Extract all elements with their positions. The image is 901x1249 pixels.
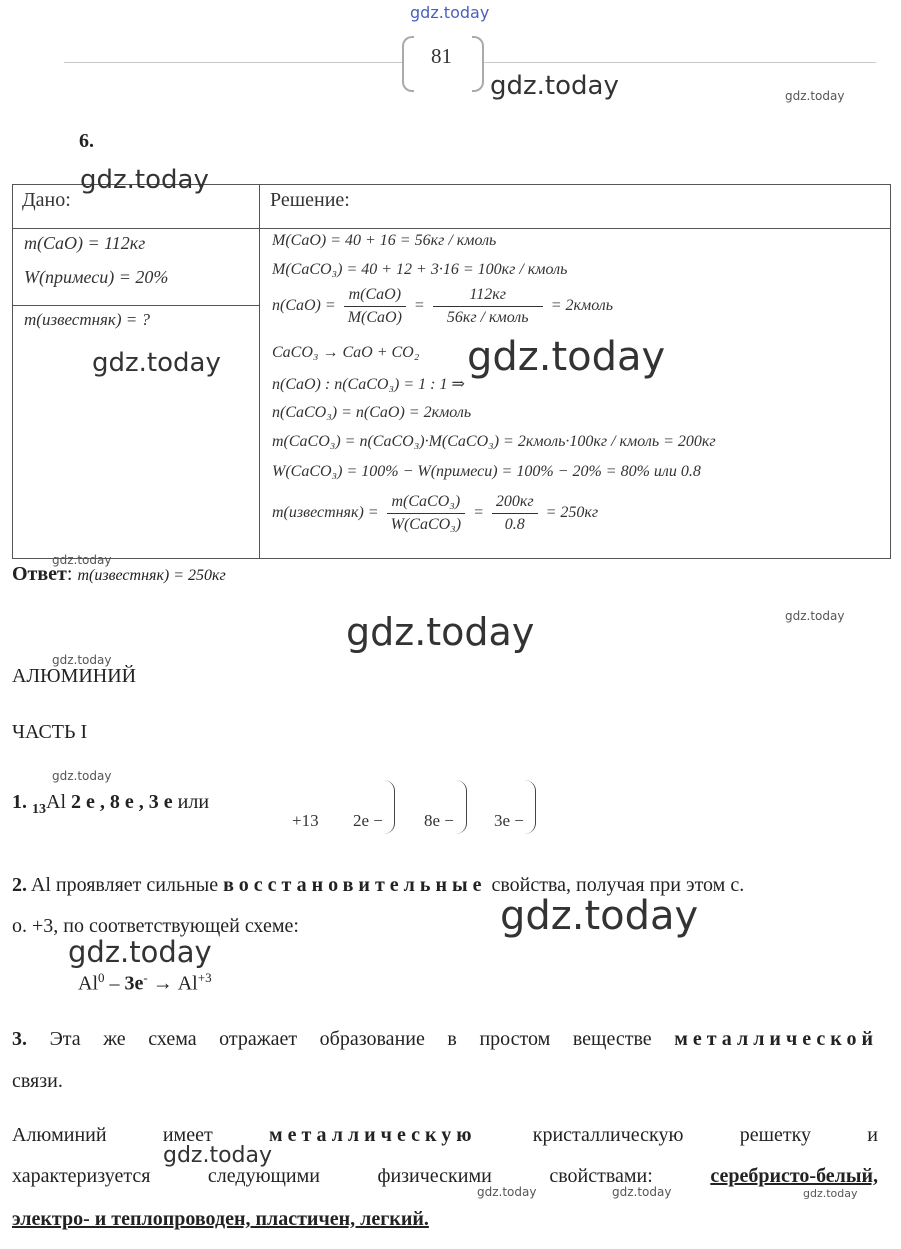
q1-element: Al — [46, 791, 66, 813]
q4-word-1: Алюминий — [12, 1124, 107, 1146]
q4-word-5: решетку — [739, 1124, 812, 1146]
section-title: АЛЮМИНИЙ — [12, 665, 137, 687]
amount-caco3: n(CaCO₃) = n(CaO) = 2кмоль — [272, 404, 472, 421]
header-rule-right — [484, 62, 876, 63]
shell-3-arc — [525, 780, 536, 834]
q3-number: 3. — [12, 1028, 27, 1050]
watermark: gdz.today — [500, 893, 699, 939]
answer-label: Ответ — [12, 563, 67, 585]
fraction-denominator: W(CaCO₃) — [390, 516, 462, 533]
amount-cao-result: = 2кмоль — [550, 297, 614, 315]
watermark-small: gdz.today — [612, 1185, 672, 1199]
watermark: gdz.today — [80, 165, 209, 195]
given-header: Дано: — [22, 189, 71, 211]
shell-1-arc — [384, 780, 395, 834]
q3-line-1 — [12, 1028, 878, 1051]
answer-line: Ответ: m(известняк) = 250кг — [12, 563, 226, 585]
molar-mass-caco3: M(CaCO₃) = 40 + 12 + 3·16 = 100кг / кмоль — [272, 261, 568, 278]
table-header-divider — [12, 228, 890, 229]
q2-number: 2. — [12, 874, 27, 896]
fraction-numerator: m(CaCO₃) — [387, 493, 465, 514]
shell-3: 3е − — [494, 811, 524, 830]
fraction-caco3: W(CaCO₃) = 100% − W(примеси) = 100% − 20% = 80% или 0.8 — [272, 463, 701, 480]
q4-line2-c: физическими — [377, 1165, 492, 1187]
watermark: gdz.today — [68, 935, 212, 969]
q1-electrons: 2 е , 8 е , 3 е — [71, 791, 173, 813]
watermark-small: gdz.today — [803, 1187, 858, 1200]
shell-2-arc — [456, 780, 467, 834]
fraction-numerator: m(CaO) — [344, 286, 406, 307]
mass-limestone-formula: m(известняк) = $\frac{\text{m(CaCO₃)}}{\text{W(CaCO₃)}}$ = $\frac{200кг}{0.8}$ = 250кг — [272, 493, 599, 533]
mass-caco3: m(CaCO₃) = n(CaCO₃)·M(CaCO₃) = 2кмоль·100кг / кмоль = 200кг — [272, 433, 716, 450]
fraction-denominator: 56кг / кмоль — [446, 309, 529, 326]
watermark: gdz.today — [92, 348, 221, 378]
q4-line2-b: следующими — [207, 1165, 320, 1187]
q4-line2-d: свойствами: — [549, 1165, 653, 1187]
q1-electron-config — [12, 791, 209, 818]
nucleus-charge: +13 — [292, 811, 319, 830]
fraction-numerator: 112кг — [433, 286, 543, 307]
mass-limestone-result: = 250кг — [545, 504, 599, 522]
answer-value: m(известняк) = 250кг — [77, 567, 226, 584]
mass-limestone-left: m(известняк) = — [272, 504, 379, 522]
watermark: gdz.today — [467, 334, 666, 380]
q3-highlight: металлической — [674, 1028, 879, 1050]
reaction-equation: CaCO₃ → CaO + CO₂ — [272, 344, 420, 361]
section-part: ЧАСТЬ I — [12, 721, 88, 743]
scheme-electrons: 3е — [124, 972, 144, 995]
given-impurity: W(примеси) = 20% — [24, 267, 169, 287]
q1-number: 1. — [12, 791, 27, 813]
fraction-values — [433, 286, 543, 327]
ratio-line: n(CaO) : n(CaCO₃) = 1 : 1 ⇒ — [272, 376, 465, 393]
fraction-cao — [344, 286, 406, 327]
scheme-al: Al — [78, 972, 98, 995]
task-number: 6. — [79, 130, 94, 152]
given-mass: m(CaO) = 112кг — [24, 233, 146, 253]
q4-word-2: имеет — [162, 1124, 213, 1146]
scheme-oxidation-0: 0 — [98, 970, 105, 985]
q4-highlight: металлическую — [268, 1124, 477, 1146]
watermark-top: gdz.today — [410, 3, 490, 22]
q4-line-1 — [12, 1124, 878, 1147]
q3-text-a: Эта же схема отражает образование в простом веществе — [49, 1028, 652, 1050]
watermark-small: gdz.today — [52, 653, 112, 667]
scheme-arrow: → Al — [147, 972, 198, 995]
watermark-small: gdz.today — [52, 769, 112, 783]
find-mass: m(известняк) = ? — [24, 310, 151, 329]
fraction-numerator: 200кг — [492, 493, 538, 514]
fraction-denominator: 0.8 — [504, 516, 525, 533]
solution-header: Решение: — [270, 189, 350, 211]
header-rule-left — [64, 62, 402, 63]
page-number-bracket-right — [472, 36, 484, 92]
watermark-small: gdz.today — [477, 1185, 537, 1199]
q2-scheme — [78, 970, 212, 996]
q3-line-2: связи. — [12, 1070, 63, 1092]
watermark: gdz.today — [490, 71, 619, 101]
page-number: 81 — [431, 44, 452, 68]
fraction-limestone — [387, 493, 465, 534]
shell-1: 2е − — [353, 811, 383, 830]
q4-line2-a: характеризуется — [12, 1165, 151, 1187]
amount-cao-left: n(CaO) = — [272, 297, 336, 315]
q1-atomic-number: 13 — [32, 802, 46, 817]
amount-cao-formula: n(CaO) = $\frac{\text{m(CaO)}}{\text{M(CaO)}}$ = $\frac{112кг}{\text{56кг / кмоль}}$ = 2кмоль — [272, 286, 614, 326]
shell-2: 8е − — [424, 811, 454, 830]
page-number-bracket-left — [402, 36, 414, 92]
q2-text-b: свойства, получая при этом с. — [491, 874, 745, 896]
q4-word-6: и — [867, 1124, 878, 1146]
watermark-small: gdz.today — [785, 89, 845, 103]
q4-word-4: кристаллическую — [532, 1124, 684, 1146]
watermark-small: gdz.today — [785, 609, 845, 623]
watermark-small: gdz.today — [52, 553, 112, 567]
fraction-values — [492, 493, 538, 534]
q4-line2-e: серебристо-белый, — [710, 1165, 879, 1187]
given-find-divider — [12, 305, 260, 306]
scheme-minus: – — [104, 972, 125, 995]
q4-line-2 — [12, 1165, 878, 1188]
scheme-oxidation-3: +3 — [197, 970, 212, 985]
fraction-denominator: M(CaO) — [347, 309, 402, 326]
q4-line-3: электро- и теплопроводен, пластичен, легкий. — [12, 1208, 429, 1230]
watermark: gdz.today — [346, 610, 535, 654]
scheme-electron-charge: - — [143, 970, 148, 985]
q1-or: или — [177, 791, 210, 813]
q2-text-a: Al проявляет сильные — [30, 874, 219, 896]
q2-highlight: восстановительные — [223, 874, 487, 896]
molar-mass-cao: M(CaO) = 40 + 16 = 56кг / кмоль — [272, 232, 497, 249]
q2-line-2: о. +3, по соответствующей схеме: — [12, 915, 299, 937]
table-column-divider — [259, 184, 260, 558]
watermark: gdz.today — [163, 1143, 273, 1168]
